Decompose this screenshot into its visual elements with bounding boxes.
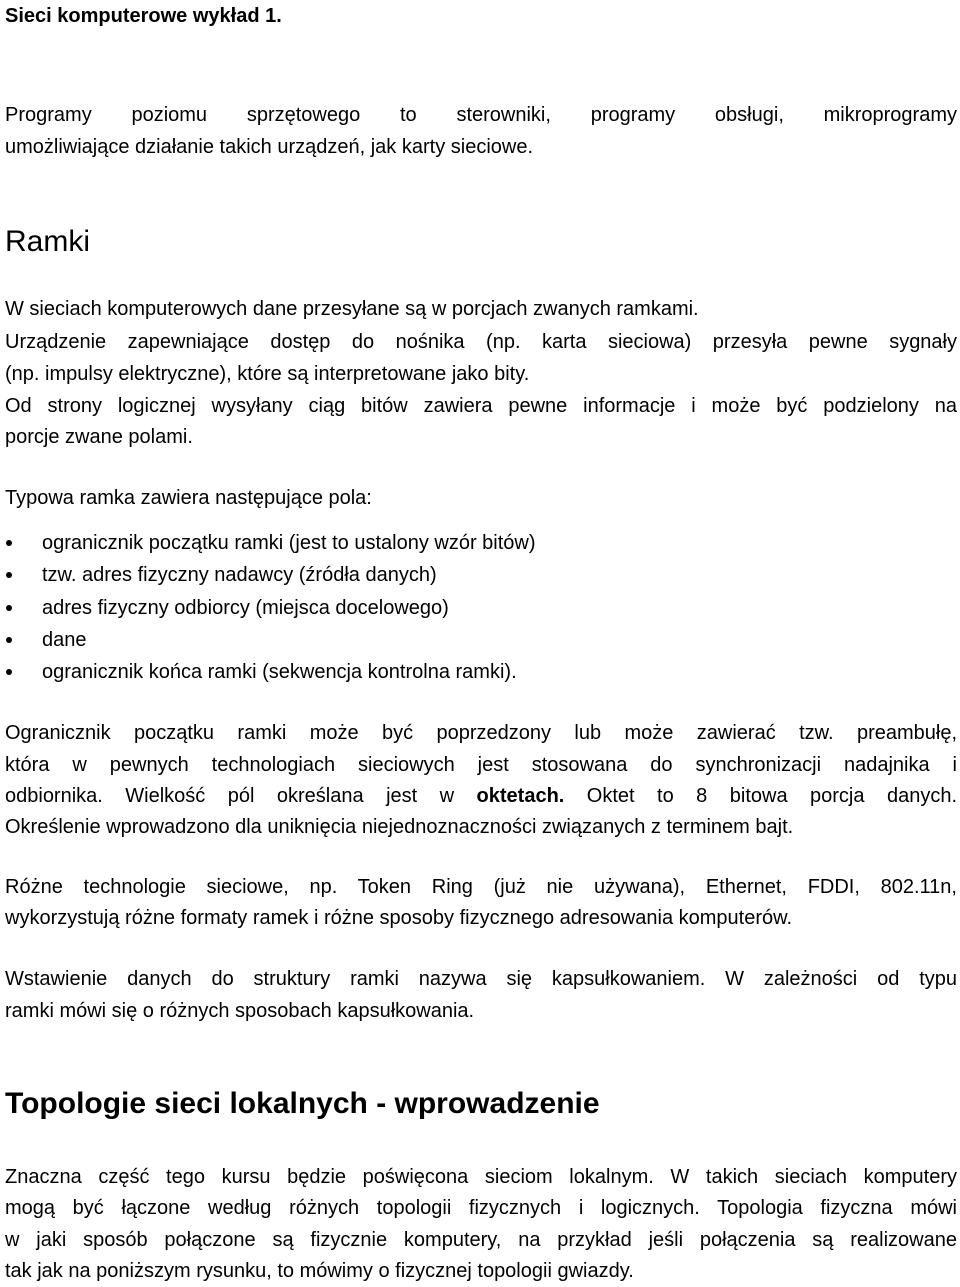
ramki-p3-line-4: Określenie wprowadzono dla uniknięcia niejednoznaczności związanych z terminem bajt. [5,816,794,838]
list-item: tzw. adres fizyczny nadawcy (źródła danych) [5,559,957,591]
bullet-icon [6,669,12,675]
list-item: ogranicznik początku ramki (jest to ustalony wzór bitów) [5,527,957,559]
bullet-icon [6,637,12,643]
section-heading-topologie: Topologie sieci lokalnych - wprowadzenie [5,1087,600,1120]
ramki-p4-line-1: Różne technologie sieciowe, np. Token Ring (już nie używana), Ethernet, FDDI, 802.11n, [5,876,957,898]
list-item: adres fizyczny odbiorcy (miejsca docelowego) [5,592,957,624]
topologie-line-4: tak jak na poniższym rysunku, to mówimy o fizycznej topologii gwiazdy. [5,1260,634,1282]
ramki-p1-line-1: W sieciach komputerowych dane przesyłane są w porcjach zwanych ramkami. [5,298,699,320]
topologie-line-3: w jaki sposób połączone są fizycznie komputery, na przykład jeśli połączenia są realizowane [5,1229,957,1251]
ramki-p5-line-2: ramki mówi się o różnych sposobach kapsułkowania. [5,1000,475,1022]
ramki-p3-line-1: Ogranicznik początku ramki może być poprzedzony lub może zawierać tzw. preambułę, [5,722,957,744]
ramki-p1-line-3: (np. impulsy elektryczne), które są interpretowane jako bity. [5,363,530,385]
topologie-line-1: Znaczna część tego kursu będzie poświęcona sieciom lokalnym. W takich sieciach komputery [5,1166,957,1188]
ramki-p2-line-1: Od strony logicznej wysyłany ciąg bitów zawiera pewne informacje i może być podzielony na [5,395,957,417]
ramki-p1-line-2: Urządzenie zapewniające dostęp do nośnika (np. karta sieciowa) przesyła pewne sygnały [5,331,957,353]
intro-line-2: umożliwiające działanie takich urządzeń, jak karty sieciowe. [5,136,534,158]
document-title: Sieci komputerowe wykład 1. [5,5,282,27]
section-heading-ramki: Ramki [5,225,91,258]
intro-line-1: Programy poziomu sprzętowego to sterowniki, programy obsługi, mikroprogramy [5,104,957,126]
ramki-p3-line-3: odbiornika. Wielkość pól określana jest w oktetach. Oktet to 8 bitowa porcja danych. [5,785,957,807]
ramki-p5-line-1: Wstawienie danych do struktury ramki nazywa się kapsułkowaniem. W zależności od typu [5,968,957,990]
list-item: ogranicznik końca ramki (sekwencja kontrolna ramki). [5,656,957,688]
bullet-icon [6,572,12,578]
frame-fields-list [5,527,957,688]
ramki-p2-line-2: porcje zwane polami. [5,426,193,448]
topologie-line-2: mogą być łączone według różnych topologii fizycznych i logicznych. Topologia fizyczna mówi [5,1197,957,1219]
term-oktety: oktetach. [476,785,565,807]
list-item: dane [5,624,957,656]
ramki-p4-line-2: wykorzystują różne formaty ramek i różne sposoby fizycznego adresowania komputerów. [5,907,793,929]
bullet-icon [6,605,12,611]
bullet-icon [6,540,12,546]
fields-intro: Typowa ramka zawiera następujące pola: [5,487,372,509]
ramki-p3-line-2: która w pewnych technologiach sieciowych jest stosowana do synchronizacji nadajnika i [5,754,957,776]
